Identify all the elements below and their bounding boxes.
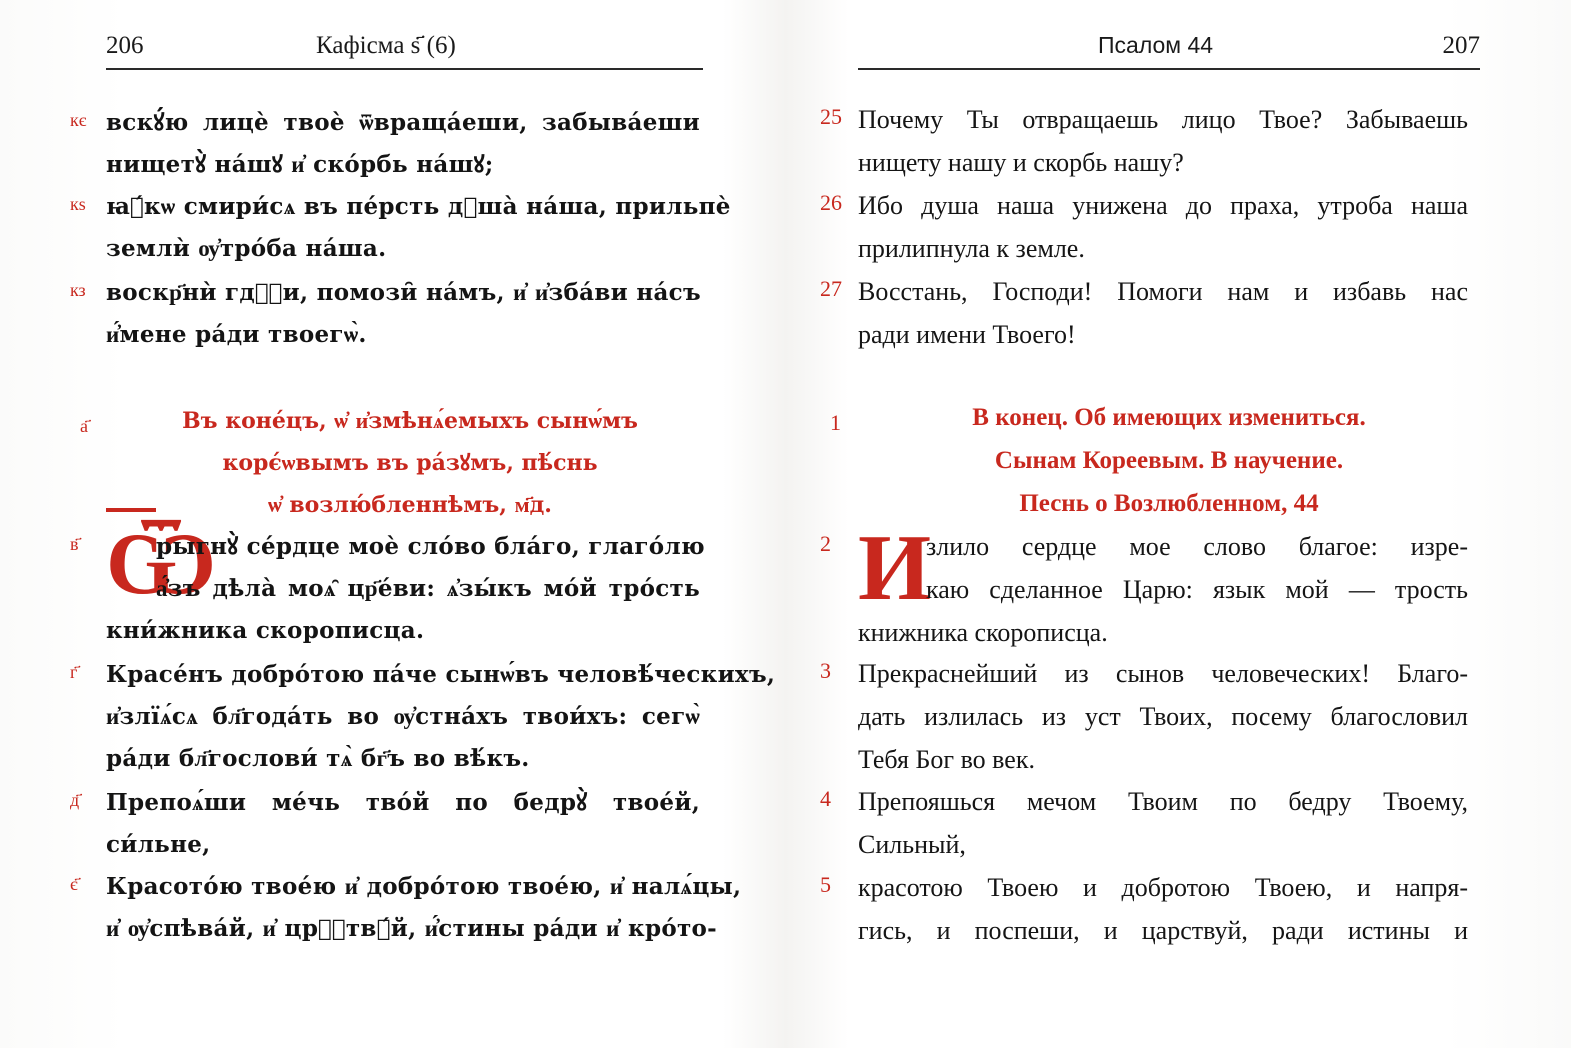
title-line: ѡ҆ возлю́бленнѣмъ, м҃д. [268, 492, 552, 518]
verse-number: кз [70, 280, 86, 300]
verse-line: красотою Твоею и добротою Твоею, и напря- [858, 873, 1468, 902]
title-line: Въ коне́цъ, ѡ҆ и҆змѣнѧ́емыхъ сынѡ́мъ [182, 408, 638, 434]
verse-line: злило сердце мое слово благое: изре- [926, 532, 1468, 561]
verse-line: и҆ ѹ҆спѣва́й, и҆ црⷭ҇твꙋ́й, и҆́стины ра́ди и҆ кро́то- [106, 915, 718, 942]
left-page [0, 0, 785, 1048]
verse-line: нищету нашу и скорбь нашу? [858, 148, 1184, 177]
psalm-title [858, 396, 1480, 525]
drop-cap: Ѿ [106, 510, 217, 614]
verse-line: воскр҃нѝ гдⷭ҇и, помози̑ на́мъ, и҆ и҆зба́ви на́съ [106, 279, 701, 306]
verse [70, 186, 731, 270]
running-head: Псалом 44 [1098, 32, 1214, 58]
verse [820, 184, 1468, 270]
verse-number: д҃ [70, 790, 80, 810]
verse-number: в҃ [70, 534, 79, 554]
page-number: 207 [1442, 32, 1480, 59]
verse-number: 25 [820, 104, 842, 129]
right-page [786, 0, 1571, 1048]
verse-line: Препояшься мечом Твоим по бедру Твоему, [858, 787, 1468, 816]
verse-line: нищетꙋ̀ на́шꙋ и҆ ско́рбь на́шꙋ; [106, 151, 494, 178]
verse-number: є҃ [70, 874, 78, 894]
verse-line: гись, и поспеши, и царствуй, ради истины и [858, 916, 1468, 945]
verse-line: Препоѧ́ши ме́чь тво́й по бедрꙋ̀ твое́й, [106, 789, 700, 816]
verse-number: кє [70, 110, 87, 130]
verse [820, 270, 1468, 356]
verse-number: 4 [820, 786, 831, 811]
verse [70, 102, 700, 186]
verse-line: землѝ ѹ҆тро́ба на́ша. [106, 235, 387, 262]
verse-line: вскꙋ́ю лицѐ твоѐ ѿвраща́еши, забыва́еши [106, 109, 700, 136]
verse [70, 654, 776, 780]
verse-line: а҆́зъ дѣла̀ моѧ̑ цр҃е́ви: ѧ҆зы́къ мо́й тро́сть [156, 575, 700, 602]
verse [70, 866, 742, 950]
verse-number: 3 [820, 658, 831, 683]
verse [820, 98, 1468, 184]
verse [820, 516, 1468, 654]
verse-number: 2 [820, 531, 831, 556]
verse-line: Красото́ю твое́ю и҆ добро́тою твое́ю, и҆ налѧ́цы, [106, 873, 742, 900]
verse-line: ра́ди бл҃гослови́ тѧ̀ бг҃ъ во вѣ́къ. [106, 745, 530, 772]
title-line: корє́ѡвымъ въ ра́зꙋмъ, пѣ́снь [222, 450, 598, 476]
verse-line: каю сделанное Царю: язык мой — трость [926, 575, 1468, 604]
verse [70, 272, 701, 356]
right-page-header [858, 28, 1480, 70]
verse-line: Восстань, Господи! Помоги нам и избавь нас [858, 277, 1468, 306]
verse-number: г҃ [70, 662, 78, 682]
verse [70, 526, 705, 652]
verse-line: Тебя Бог во век. [858, 745, 1035, 774]
verse-line: Красе́нъ добро́тою па́че сынѡ́въ человѣ́ческихъ, [106, 661, 776, 688]
verse-line: си́льне, [106, 831, 211, 858]
verse-number: 5 [820, 872, 831, 897]
verse-line: и҆злїѧ́сѧ бл҃года́ть во ѹ҆стна́хъ твои́хъ: сегѡ̀ [106, 703, 700, 730]
title-line: В конец. Об имеющих измениться. [972, 404, 1366, 431]
verse-number: кѕ [70, 194, 86, 214]
running-head: Кафісма ѕ҃ (6) [316, 32, 456, 59]
title-verse-number: а҃ [80, 416, 88, 436]
page-number: 206 [106, 32, 144, 59]
title-line: Песнь о Возлюбленном, 44 [1019, 490, 1319, 517]
verse [70, 782, 700, 866]
verse-line: Сильный, [858, 830, 966, 859]
verse-line: ꙗ҆́кѡ смири́сѧ въ пе́рсть дꙋша̀ на́ша, прильпѐ [106, 193, 731, 220]
verse-line: кни́жника скорописца. [106, 617, 425, 644]
verse-line: прилипнула к земле. [858, 234, 1085, 263]
psalm-title [110, 400, 710, 526]
verse-line: ради имени Твоего! [858, 320, 1076, 349]
verse-line: книжника скорописца. [858, 618, 1108, 647]
title-verse-number: 1 [830, 410, 841, 435]
verse-number: 26 [820, 190, 842, 215]
left-page-header [106, 28, 703, 70]
verse-line: Ибо душа наша унижена до праха, утроба наша [858, 191, 1468, 220]
verse-line: и҆́мене ра́ди твоегѡ̀. [106, 321, 367, 348]
verse [820, 780, 1468, 866]
verse [820, 652, 1468, 781]
verse-line: рыгнꙋ̀ се́рдце моѐ сло́во бла́го, глаго́лю [156, 533, 705, 560]
verse [820, 866, 1468, 952]
verse-line: Почему Ты отвращаешь лицо Твое? Забываешь [858, 105, 1468, 134]
drop-cap: И [858, 516, 932, 620]
verse-line: Прекраснейший из сынов человеческих! Благо- [858, 659, 1468, 688]
title-line: Сынам Кореевым. В научение. [994, 447, 1344, 474]
verse-number: 27 [820, 276, 842, 301]
verse-line: дать излилась из уст Твоих, посему благословил [858, 702, 1468, 731]
